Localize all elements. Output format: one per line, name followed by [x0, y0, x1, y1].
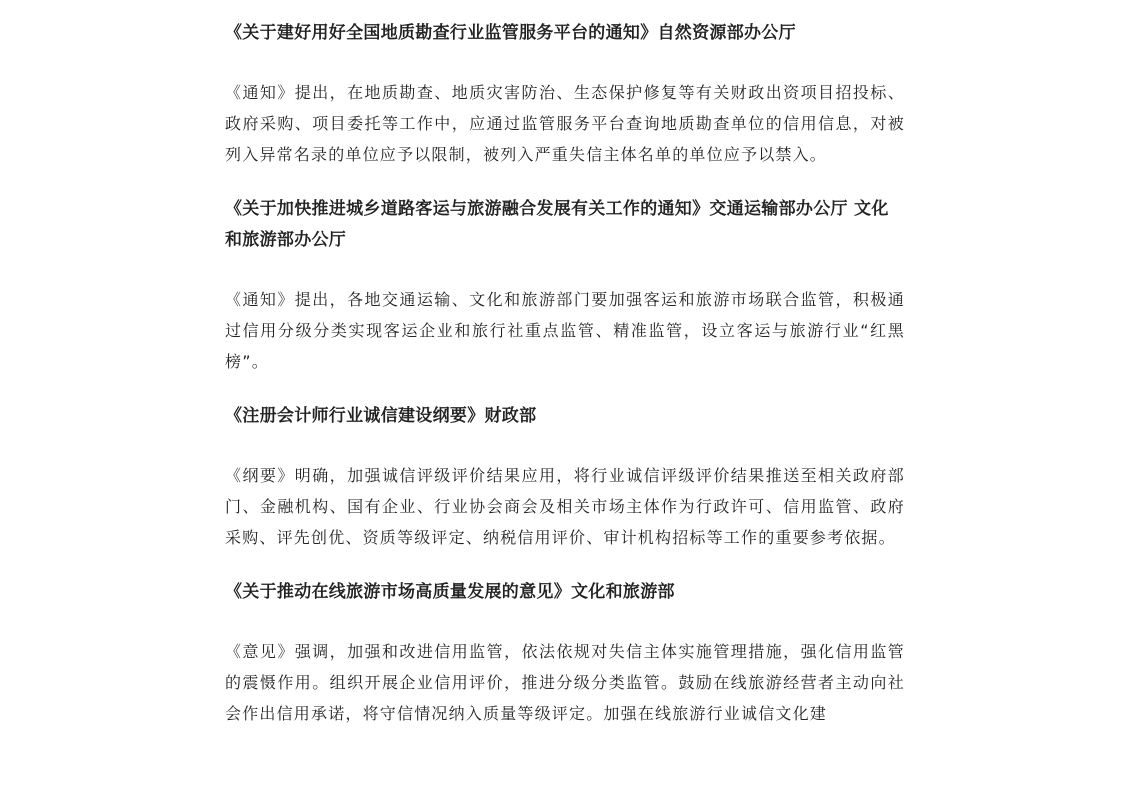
section-body: 《意见》强调，加强和改进信用监管，依法依规对失信主体实施管理措施，强化信用监管的震慑作用。组织开展企业信用评价，推进分级分类监管。鼓励在线旅游经营者主动向社会作出信用承诺，将守信情况纳入质量等级评定。加强在线旅游行业诚信文化建: [225, 642, 905, 723]
section-title: 《关于加快推进城乡道路客运与旅游融合发展有关工作的通知》交通运输部办公厅 文化和旅游部办公厅: [225, 199, 889, 250]
section-body: 《通知》提出，各地交通运输、文化和旅游部门要加强客运和旅游市场联合监管，积极通过信用分级分类实现客运企业和旅行社重点监管、精准监管，设立客运与旅游行业“红黑榜”。: [225, 290, 905, 371]
section-title: 《关于建好用好全国地质勘查行业监管服务平台的通知》自然资源部办公厅: [225, 23, 796, 43]
section-title: 《关于推动在线旅游市场高质量发展的意见》文化和旅游部: [225, 582, 675, 602]
article-content: [225, 18, 905, 729]
section-body: 《纲要》明确，加强诚信评级评价结果应用，将行业诚信评级评价结果推送至相关政府部门、金融机构、国有企业、行业协会商会及相关市场主体作为行政许可、信用监管、政府采购、评先创优、资质等级评定、纳税信用评价、审计机构招标等工作的重要参考依据。: [225, 466, 905, 547]
section-body: 《通知》提出，在地质勘查、地质灾害防治、生态保护修复等有关财政出资项目招投标、政府采购、项目委托等工作中，应通过监管服务平台查询地质勘查单位的信用信息，对被列入异常名录的单位应予以限制，被列入严重失信主体名单的单位应予以禁入。: [225, 83, 905, 164]
section-title: 《注册会计师行业诚信建设纲要》财政部: [225, 406, 537, 426]
